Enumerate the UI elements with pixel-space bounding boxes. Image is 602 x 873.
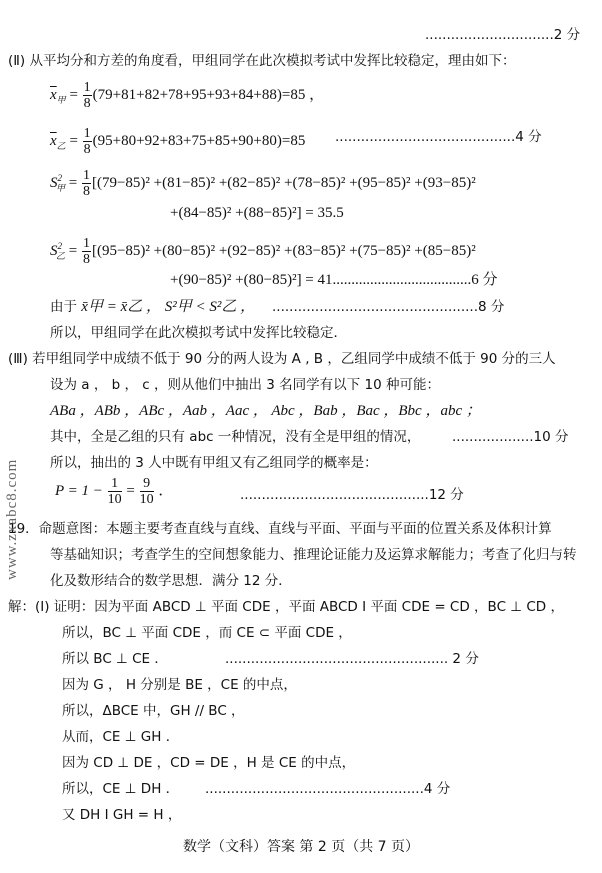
prob-frac2-den: 10 xyxy=(139,492,154,507)
var-yi-line2: +(90−85)² +(80−85)²] = 41.....................................6 分 xyxy=(170,272,498,288)
solution-line4: 因为 G ， H 分别是 BE ，CE 的中点， xyxy=(62,677,297,693)
solution-line3: 所以 BC ⊥ CE ． xyxy=(62,651,168,667)
because-score: ................................................8 分 xyxy=(272,299,505,315)
part3-line4: 其中，全是乙组的只有 abc 一种情况，没有全是甲组的情况， xyxy=(50,429,421,445)
frac-num: 1 xyxy=(83,80,91,95)
mean-yi-sub: 乙 xyxy=(56,140,66,151)
prob-frac1-num: 1 xyxy=(108,476,122,492)
var-yi-formula: $S^2_乙$ = $\frac{1}{8}$ [(95−85)² +(80−85)² +(92−85)² +(83−85)² +(75−85)² +(85−85)² xyxy=(50,236,476,267)
var-jia-sub: 甲 xyxy=(56,182,66,193)
prob-eq: = xyxy=(126,482,135,499)
frac-den: 8 xyxy=(83,142,91,157)
part3-line2: 设为 a ， b ， c ，则从他们中抽出 3 名同学有以下 10 种可能： xyxy=(50,377,440,393)
frac-den: 8 xyxy=(82,184,90,199)
solution-line8-score: ...................................................4 分 xyxy=(205,781,451,797)
solution-line6: 从而，CE ⊥ GH ． xyxy=(62,729,180,745)
mean-yi-score: ..........................................4 分 xyxy=(335,129,542,145)
mean-jia-expr: (79+81+82+78+95+93+84+88)=85 ， xyxy=(92,86,325,103)
var-yi-line1: [(95−85)² +(80−85)² +(92−85)² +(83−85)² +(75−85)² +(85−85)² xyxy=(91,242,476,259)
q19-line1: 19．命题意图：本题主要考查直线与直线、直线与平面、平面与平面的位置关系及体积计算 xyxy=(8,521,552,537)
prob-score: ............................................12 分 xyxy=(240,487,464,503)
part3-line4-score: ...................10 分 xyxy=(452,429,569,445)
frac-num: 1 xyxy=(82,236,90,251)
prob-frac2-num: 9 xyxy=(140,476,154,492)
prob-end: ． xyxy=(158,482,174,499)
var-jia-line1: [(79−85)² +(81−85)² +(82−85)² +(78−85)² +(95−85)² +(93−85)² xyxy=(91,174,476,191)
solution-line3-score: .................................................... 2 分 xyxy=(225,651,479,667)
because-line xyxy=(50,298,255,316)
top-score: ..............................2 分 xyxy=(425,27,581,43)
part3-line5: 所以，抽出的 3 人中既有甲组又有乙组同学的概率是： xyxy=(50,455,378,471)
var-jia-line2: +(84−85)² +(88−85)²] = 35.5 xyxy=(170,205,344,221)
q19-line3: 化及数形结合的数学思想．满分 12 分． xyxy=(50,573,292,589)
solution-line5: 所以，ΔBCE 中，GH // BC ， xyxy=(62,703,245,719)
q19-line2: 等基础知识；考查学生的空间想象能力、推理论证能力及运算求解能力；考查了化归与转 xyxy=(50,547,577,563)
mean-jia-sub: 甲 xyxy=(56,94,66,105)
solution-line9: 又 DH I GH = H ， xyxy=(62,807,182,823)
because-prefix: 由于 xyxy=(50,299,77,315)
solution-line7: 因为 CD ⊥ DE ，CD = DE ，H 是 CE 的中点， xyxy=(62,755,356,771)
frac-den: 8 xyxy=(82,252,90,267)
mean-yi-lhs: $\overline{x}$ xyxy=(50,132,57,149)
mean-yi-expr: (95+80+92+83+75+85+90+80)=85 xyxy=(92,132,306,149)
mean-yi-formula: $\overline{x}_乙$ = $\frac{1}{8}$ (95+80+92+83+75+85+90+80)=85 xyxy=(50,126,306,157)
mean-jia-formula: $\overline{x}_甲$ = $\frac{1}{8}$ (79+81+82+78+95+93+84+88)=85 ， xyxy=(50,80,325,111)
solution-line2: 所以，BC ⊥ 平面 CDE ，而 CE ⊂ 平面 CDE ， xyxy=(62,625,352,641)
prob-prefix: P = 1 − xyxy=(55,482,103,499)
solution-line1: 解：(Ⅰ) 证明：因为平面 ABCD ⊥ 平面 CDE ，平面 ABCD I 平面 CDE = CD ，BC ⊥ CD ， xyxy=(8,599,564,615)
prob-frac1-den: 10 xyxy=(107,492,122,507)
frac-num: 1 xyxy=(83,126,91,141)
part2-heading: (Ⅱ) 从平均分和方差的角度看，甲组同学在此次模拟考试中发挥比较稳定，理由如下： xyxy=(8,53,516,69)
frac-num: 1 xyxy=(82,168,90,183)
part3-line1: (Ⅲ) 若甲组同学中成绩不低于 90 分的两人设为 A , B ，乙组同学中成绩不低于 90 分的三人 xyxy=(8,351,556,367)
mean-jia-lhs: $\overline{x}$ xyxy=(50,86,57,103)
frac-den: 8 xyxy=(83,96,91,111)
var-yi-sub: 乙 xyxy=(56,250,66,261)
part2-conclusion: 所以，甲组同学在此次模拟考试中发挥比较稳定． xyxy=(50,325,347,341)
var-jia-formula: $S^2_甲$ = $\frac{1}{8}$ [(79−85)² +(81−85)² +(82−85)² +(78−85)² +(95−85)² +(93−85)² xyxy=(50,168,476,199)
because-expr: x̄甲 = x̄乙 ， S²甲 < S²乙 ， xyxy=(81,299,256,315)
page-footer: 数学（文科）答案 第 2 页（共 7 页） xyxy=(182,839,420,855)
probability-formula xyxy=(55,476,173,507)
watermark: www.zxabc8.com xyxy=(4,458,20,580)
solution-line8: 所以，CE ⊥ DH ． xyxy=(62,781,180,797)
var-yi-lhs: S xyxy=(50,242,58,259)
part3-cases: ABa ，ABb ，ABc ，Aab ，Aac ， Abc ，Bab ，Bac ，Bbc ，abc ； xyxy=(50,403,481,419)
var-jia-lhs: S xyxy=(50,174,58,191)
